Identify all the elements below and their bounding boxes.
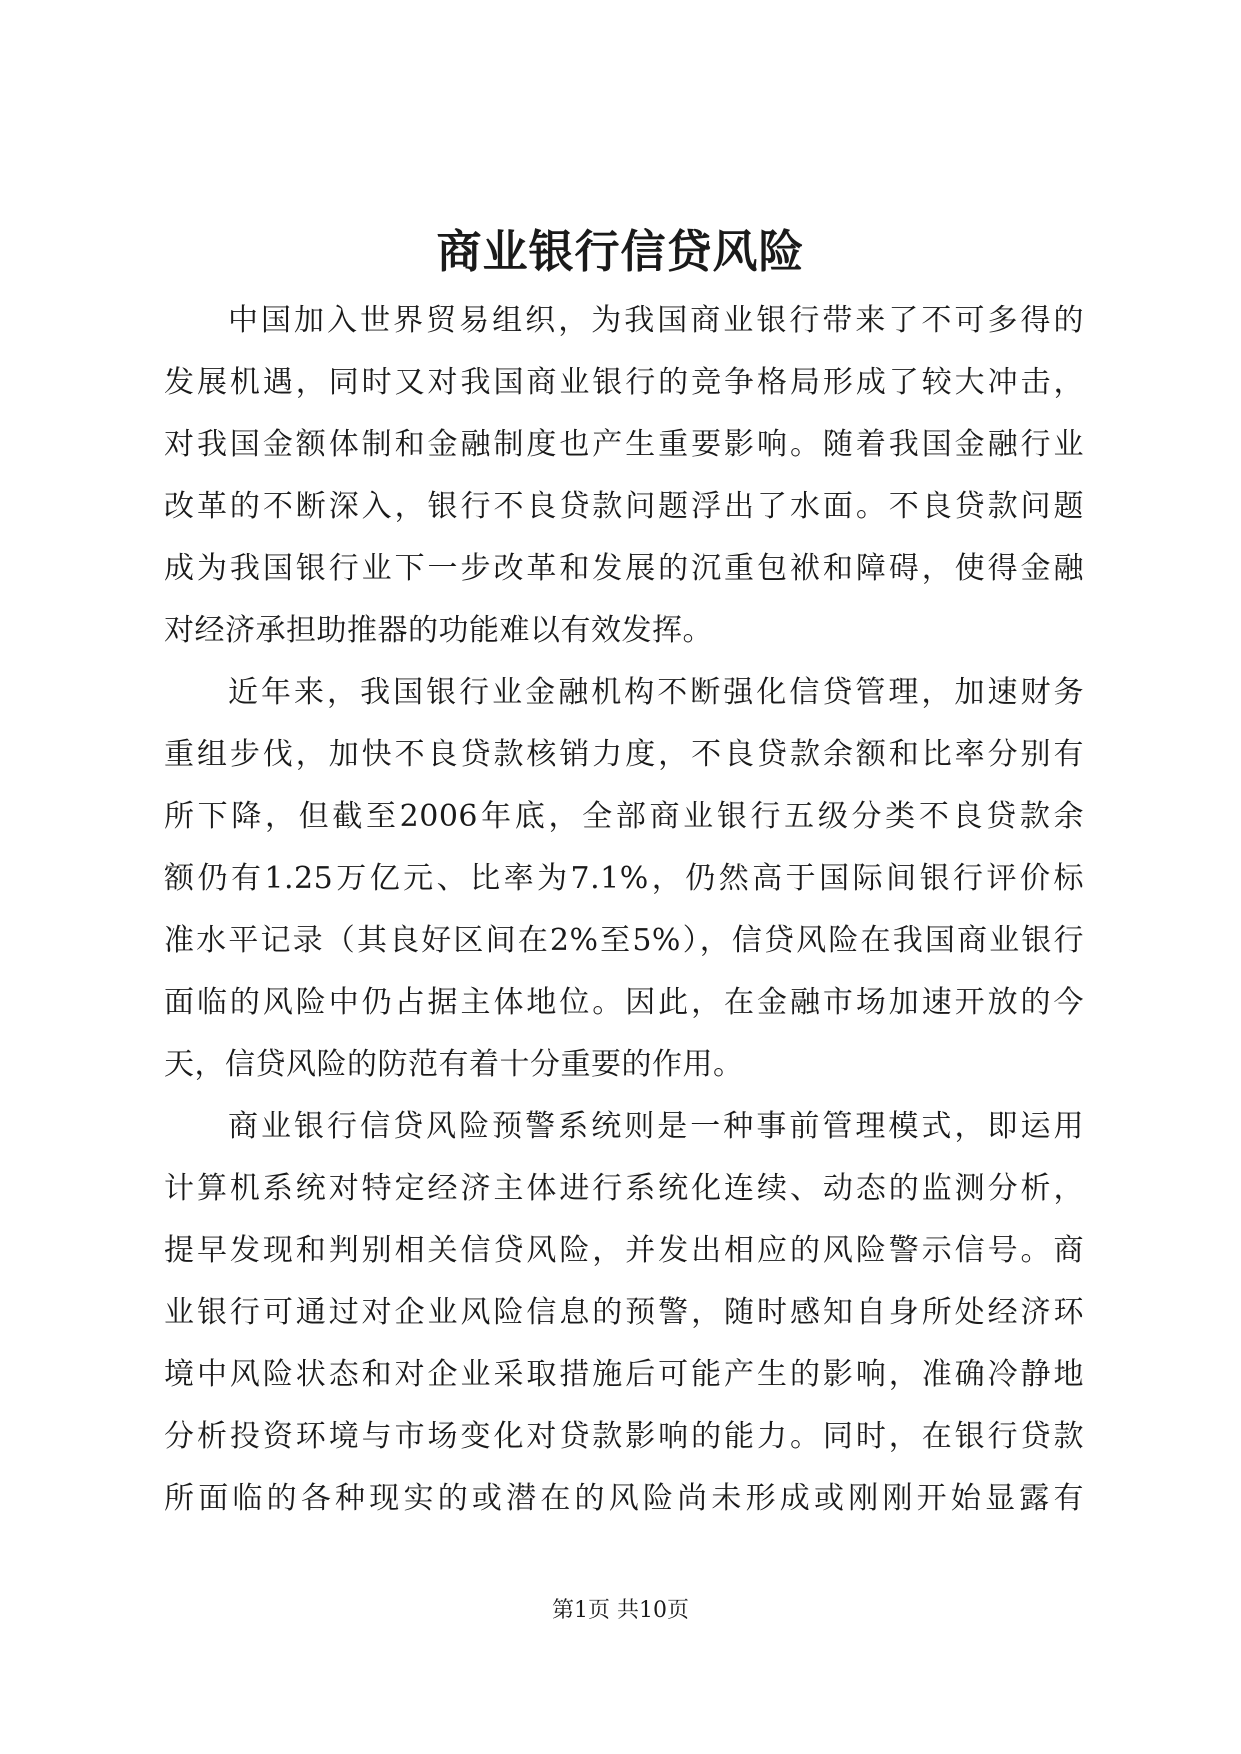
- paragraph-line: 所下降，但截至2006年底，全部商业银行五级分类不良贷款余: [164, 799, 1084, 834]
- paragraph-line: 中国加入世界贸易组织，为我国商业银行带来了不可多得的: [228, 303, 1084, 338]
- paragraph-line: 天，信贷风险的防范有着十分重要的作用。: [164, 1047, 744, 1082]
- paragraph-3: [164, 1096, 1084, 1530]
- paragraph-line: 提早发现和判别相关信贷风险，并发出相应的风险警示信号。商: [164, 1233, 1084, 1268]
- paragraph-line: 对经济承担助推器的功能难以有效发挥。: [164, 613, 713, 648]
- paragraph-line: 业银行可通过对企业风险信息的预警，随时感知自身所处经济环: [164, 1295, 1084, 1330]
- paragraph-1: [164, 290, 1084, 662]
- paragraph-line: 准水平记录（其良好区间在2%至5%），信贷风险在我国商业银行: [164, 923, 1084, 958]
- page-number-footer: 第1页 共10页: [552, 1598, 689, 1623]
- paragraph-line: 面临的风险中仍占据主体地位。因此，在金融市场加速开放的今: [164, 985, 1084, 1020]
- paragraph-line: 分析投资环境与市场变化对贷款影响的能力。同时，在银行贷款: [164, 1419, 1084, 1454]
- paragraph-line: 近年来，我国银行业金融机构不断强化信贷管理，加速财务: [228, 675, 1084, 710]
- paragraph-line: 成为我国银行业下一步改革和发展的沉重包袱和障碍，使得金融: [164, 551, 1084, 586]
- paragraph-line: 计算机系统对特定经济主体进行系统化连续、动态的监测分析，: [164, 1171, 1084, 1206]
- paragraph-line: 对我国金额体制和金融制度也产生重要影响。随着我国金融行业: [164, 427, 1084, 462]
- paragraph-line: 改革的不断深入，银行不良贷款问题浮出了水面。不良贷款问题: [164, 489, 1084, 524]
- document-title: 商业银行信贷风险: [436, 225, 805, 278]
- document-body: [164, 290, 1084, 1530]
- paragraph-line: 发展机遇，同时又对我国商业银行的竞争格局形成了较大冲击，: [164, 365, 1084, 400]
- paragraph-line: 境中风险状态和对企业采取措施后可能产生的影响，准确冷静地: [164, 1357, 1084, 1392]
- paragraph-2: [164, 662, 1084, 1096]
- paragraph-line: 额仍有1.25万亿元、比率为7.1%，仍然高于国际间银行评价标: [164, 861, 1084, 896]
- paragraph-line: 所面临的各种现实的或潜在的风险尚未形成或刚刚开始显露有: [164, 1481, 1084, 1516]
- paragraph-line: 重组步伐，加快不良贷款核销力度，不良贷款余额和比率分别有: [164, 737, 1084, 772]
- paragraph-line: 商业银行信贷风险预警系统则是一种事前管理模式，即运用: [228, 1109, 1084, 1144]
